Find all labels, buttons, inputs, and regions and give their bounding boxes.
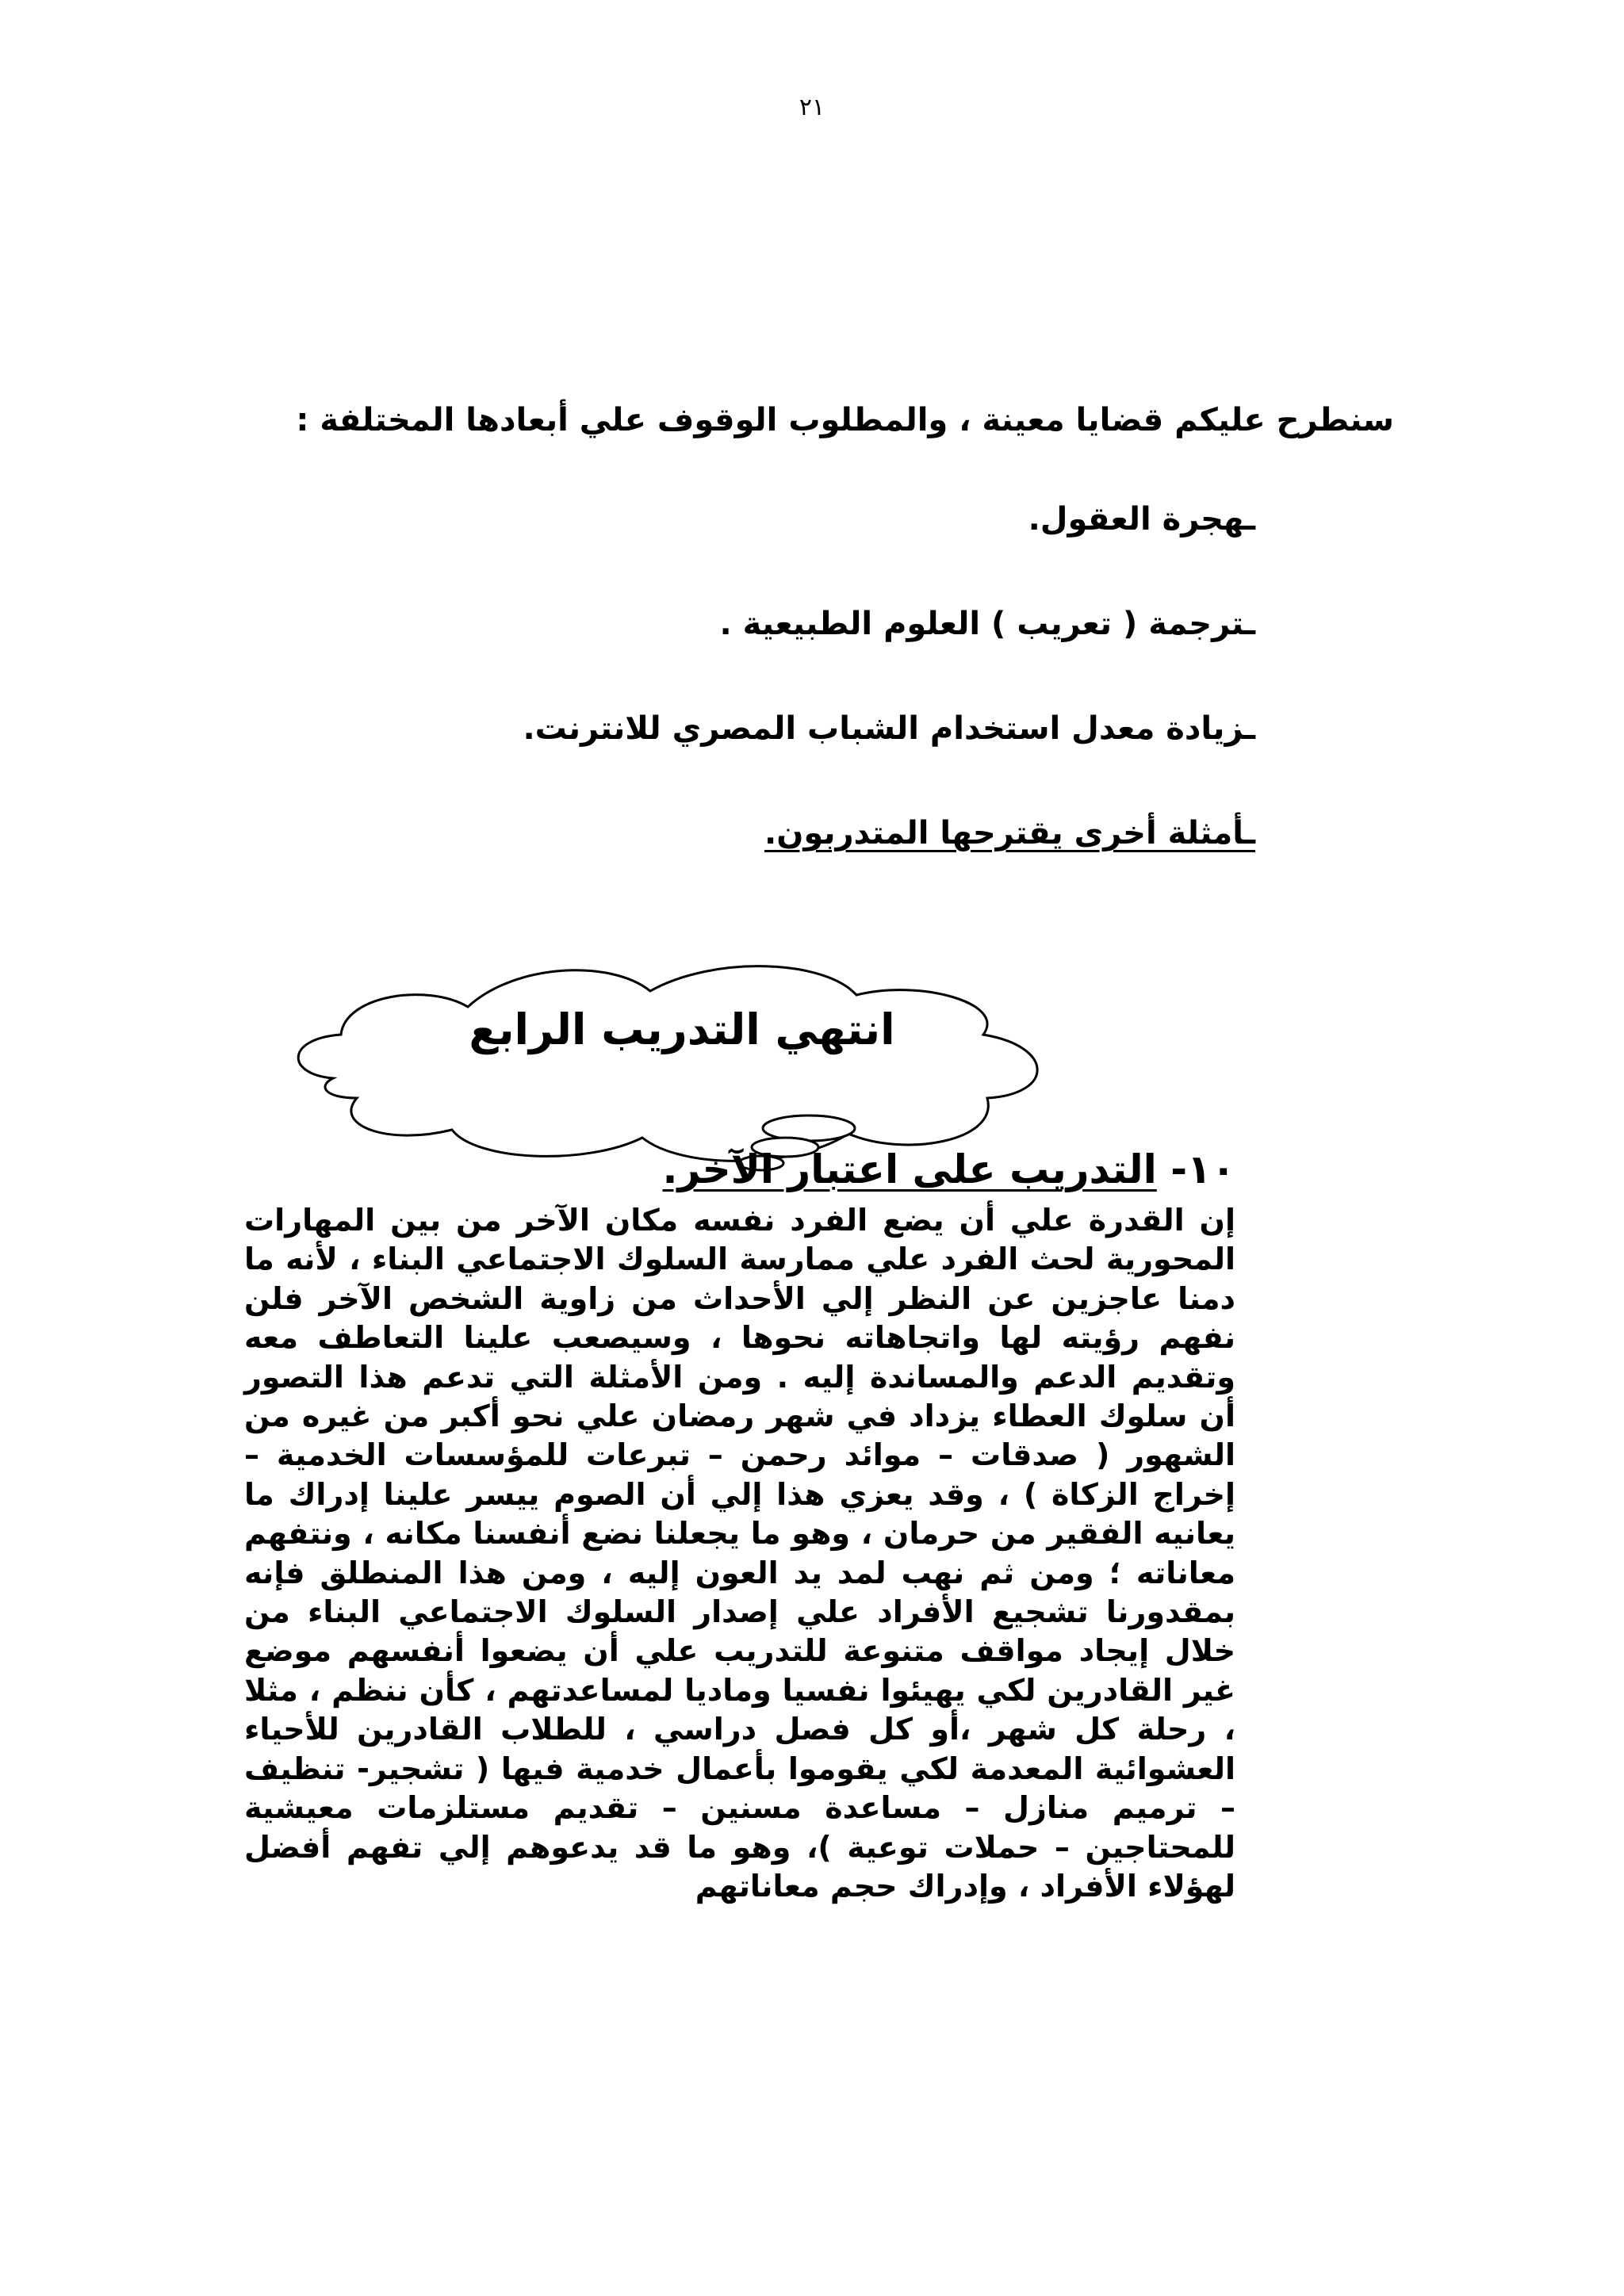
section-number: ١٠-: [1170, 1146, 1235, 1192]
section-body: إن القدرة علي أن يضع الفرد نفسه مكان الآخر من بين المهارات المحورية لحث الفرد علي ممارسة السلوك الاجتماعي البناء ، لأنه ما دمنا عاجزين عن النظر إلي الأحداث من زاوية الشخص الآخر فلن نفهم رؤيته لها واتجاهاته نحوها ، وسيصعب علينا التعاطف معه وتقديم الدعم والمساندة إليه . ومن الأمثلة التي تدعم هذا التصور أن سلوك العطاء يزداد في شهر رمضان علي نحو أكبر من غيره من الشهور ( صدقات – موائد رحمن – تبرعات للمؤسسات الخدمية – إخراج الزكاة ) ، وقد يعزي هذا إلي أن الصوم ييسر علينا إدراك ما يعانيه الفقير من حرمان ، وهو ما يجعلنا نضع أنفسنا مكانه ، ونتفهم معاناته ؛ ومن ثم نهب لمد يد العون إليه ، ومن هذا المنطلق فإنه بمقدورنا تشجيع الأفراد علي إصدار السلوك الاجتماعي البناء من خلال إيجاد مواقف متنوعة للتدريب علي أن يضعوا أنفسهم موضع غير القادرين لكي يهيئوا نفسيا وماديا لمساعدتهم ، كأن ننظم ، مثلا ، رحلة كل شهر ،أو كل فصل دراسي ، للطلاب القادرين للأحياء العشوائية المعدمة لكي يقوموا بأعمال خدمية فيها ( تشجير- تنظيف – ترميم منازل – مساعدة مسنين – تقديم مستلزمات معيشية للمحتاجين – حملات توعية )، وهو ما قد يدعوهم إلي تفهم أفضل لهؤلاء الأفراد ، وإدراك حجم معاناتهم: [244, 1203, 1235, 1904]
page-number: ٢١: [799, 94, 825, 121]
topic-list: [145, 496, 1255, 914]
topic-item: [145, 705, 1255, 809]
intro-paragraph: سنطرح عليكم قضايا معينة ، والمطلوب الوقوف علي أبعادها المختلفة :: [296, 402, 1394, 438]
section-heading: [284, 1142, 1235, 1197]
topic-text: ـزيادة معدل استخدام الشباب المصري للانترنت.: [523, 710, 1255, 747]
section-title: التدريب على اعتبار الآخر.: [662, 1146, 1157, 1192]
cloud-text: انتهي التدريب الرابع: [469, 1004, 895, 1054]
topic-text: ـترجمة ( تعريب ) العلوم الطبيعية .: [719, 606, 1255, 642]
topic-item: [145, 809, 1255, 914]
topic-text: ـأمثلة أخرى يقترحها المتدربون.: [764, 815, 1255, 851]
topic-item: [145, 496, 1255, 600]
topic-text: ـهجرة العقول.: [1028, 501, 1255, 538]
topic-item: [145, 600, 1255, 705]
